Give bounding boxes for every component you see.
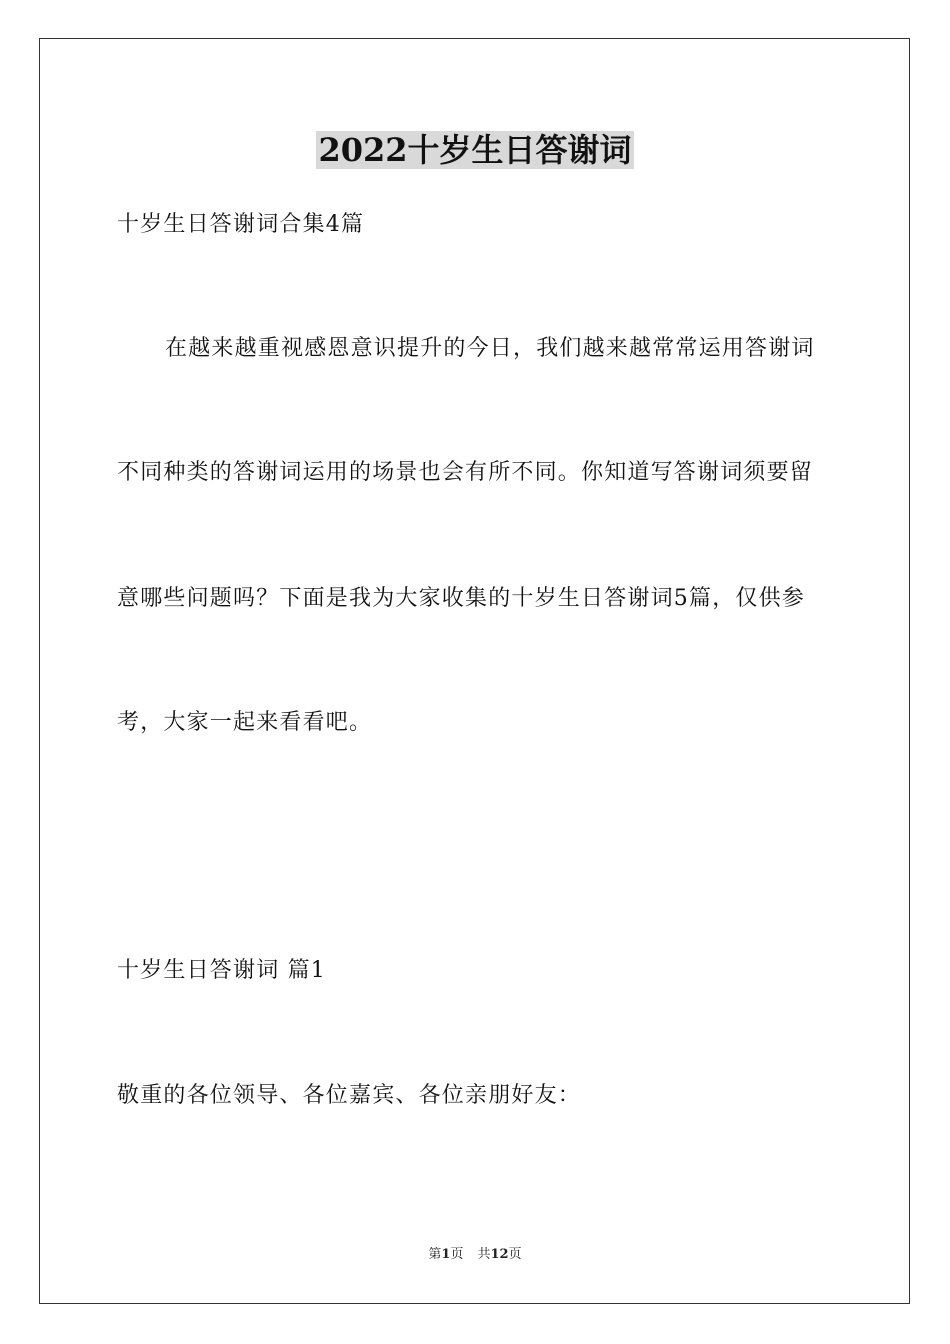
footer-total-prefix: 共 bbox=[477, 1247, 491, 1262]
footer-page-suffix: 页 bbox=[450, 1247, 464, 1262]
intro-line-4: 考，大家一起来看看吧。 bbox=[117, 710, 373, 735]
document-title-text: 2022十岁生日答谢词 bbox=[318, 131, 632, 169]
footer-total-pages: 12 bbox=[490, 1247, 509, 1262]
section-heading: 十岁生日答谢词 篇1 bbox=[117, 958, 326, 983]
footer-page-prefix: 第 bbox=[428, 1247, 442, 1262]
document-subtitle: 十岁生日答谢词合集4篇 bbox=[117, 212, 365, 237]
intro-line-3: 意哪些问题吗？下面是我为大家收集的十岁生日答谢词5篇，仅供参 bbox=[117, 586, 805, 611]
intro-line-2: 不同种类的答谢词运用的场景也会有所不同。你知道写答谢词须要留 bbox=[117, 460, 814, 485]
footer-page-number: 1 bbox=[441, 1247, 451, 1262]
salutation: 敬重的各位领导、各位嘉宾、各位亲朋好友： bbox=[117, 1083, 582, 1108]
page-footer bbox=[0, 1246, 950, 1264]
intro-line-1: 在越来越重视感恩意识提升的今日，我们越来越常常运用答谢词 bbox=[165, 336, 815, 361]
document-title bbox=[0, 130, 950, 170]
footer-total-suffix: 页 bbox=[508, 1247, 522, 1262]
